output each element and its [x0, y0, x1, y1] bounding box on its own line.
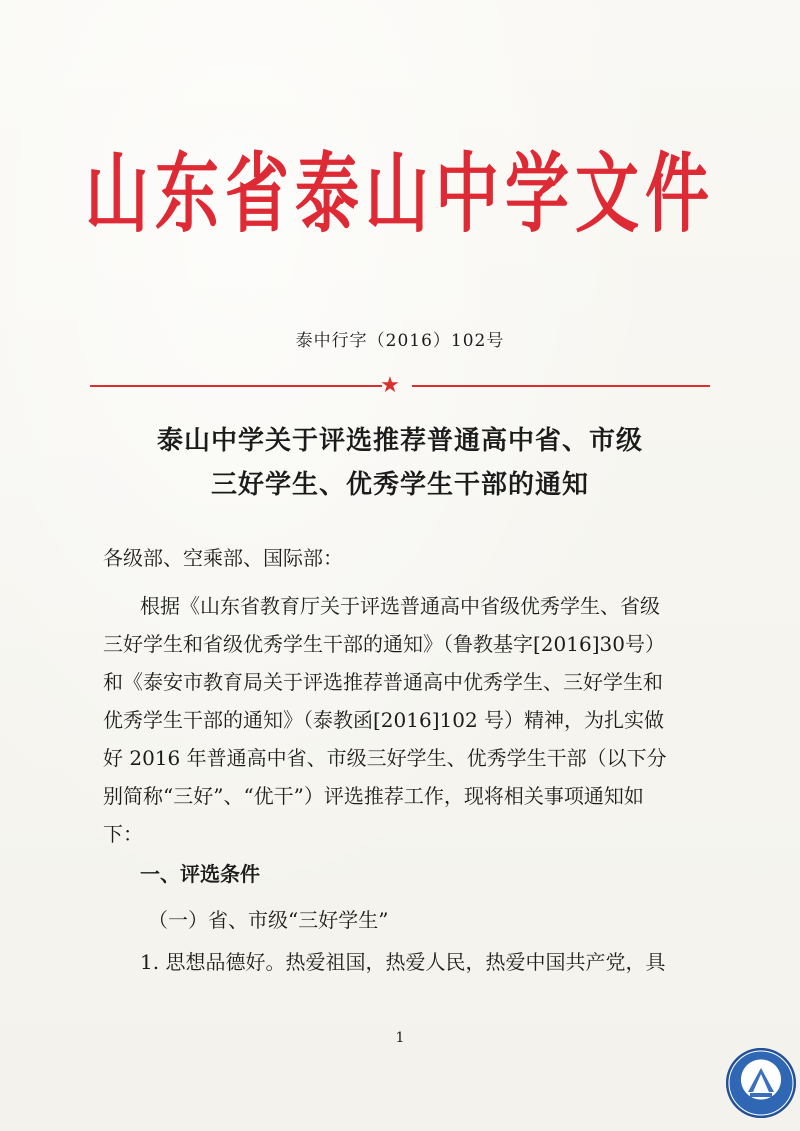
- notice-title-line-1: 泰山中学关于评选推荐普通高中省、市级: [156, 426, 643, 456]
- school-seal-icon: [726, 1048, 796, 1118]
- paragraph-line: 好 2016 年普通高中省、市级三好学生、优秀学生干部（以下分: [103, 746, 667, 770]
- seal-graphic: [726, 1048, 796, 1118]
- paragraph-line: 三好学生和省级优秀学生干部的通知》（鲁教基字[2016]30号）: [103, 632, 665, 656]
- page-number: 1: [395, 1030, 405, 1046]
- salutation: 各级部、空乘部、国际部：: [103, 546, 343, 570]
- section-heading: 一、评选条件: [140, 862, 260, 886]
- divider-right-line: [412, 385, 710, 387]
- paragraph-line: 根据《山东省教育厅关于评选普通高中省级优秀学生、省级: [140, 594, 660, 618]
- red-divider-line: [90, 373, 710, 398]
- list-item: 1. 思想品德好。热爱祖国，热爱人民，热爱中国共产党，具: [140, 950, 666, 974]
- paragraph-line: 优秀学生干部的通知》（泰教函[2016]102 号）精神，为扎实做: [103, 708, 665, 732]
- paragraph-line: 别简称“三好”、“优干”）评选推荐工作，现将相关事项通知如: [103, 784, 644, 808]
- paragraph-line: 下：: [103, 822, 143, 846]
- notice-title-line-2: 三好学生、优秀学生干部的通知: [210, 470, 589, 500]
- document-number: 泰中行字（2016）102号: [295, 331, 505, 351]
- divider-left-line: [90, 385, 382, 387]
- document-header-title: 山东省泰山中学文件: [85, 145, 715, 245]
- star-icon: ★: [380, 373, 400, 398]
- paragraph-line: 和《泰安市教育局关于评选推荐普通高中优秀学生、三好学生和: [103, 670, 663, 694]
- subsection-heading: （一）省、市级“三好学生”: [148, 908, 389, 932]
